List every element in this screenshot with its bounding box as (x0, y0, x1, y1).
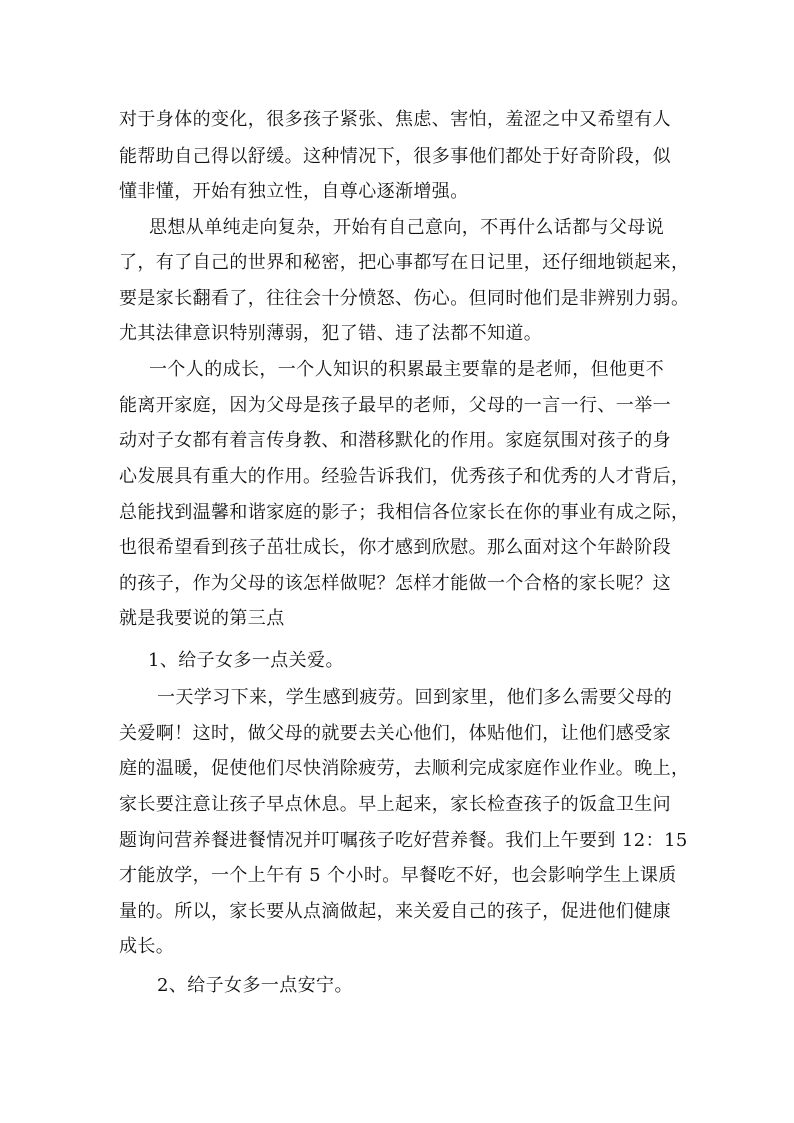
text-line: 了，有了自己的世界和秘密，把心事都写在日记里，还仔细地锁起来， (119, 252, 690, 273)
text-line: 一天学习下来，学生感到疲劳。回到家里，他们多么需要父母的 (157, 687, 673, 708)
text-line: 量的。所以，家长要从点滴做起，来关爱自己的孩子，促进他们健康 (119, 901, 671, 922)
text-line: 尤其法律意识特别薄弱，犯了错、违了法都不知道。 (119, 323, 543, 344)
text-line: 懂非懂，开始有独立性，自尊心逐渐增强。 (119, 181, 469, 202)
text-line: 心发展具有重大的作用。经验告诉我们，优秀孩子和优秀的人才背后， (119, 466, 690, 487)
section-heading: 2、给子女多一点安宁。 (157, 975, 353, 996)
text-line: 庭的温暖，促使他们尽快消除疲劳，去顺利完成家庭作业作业。晚上， (119, 758, 690, 779)
text-line: 动对子女都有着言传身教、和潜移默化的作用。家庭氛围对孩子的身 (119, 430, 671, 451)
text-line: 一个人的成长，一个人知识的积累最主要靠的是老师，但他更不 (149, 359, 665, 380)
text-line: 能帮助自己得以舒缓。这种情况下，很多事他们都处于好奇阶段，似 (119, 146, 671, 167)
text-line: 也很希望看到孩子茁壮成长，你才感到欣慰。那么面对这个年龄阶段 (119, 537, 671, 558)
text-line: 的孩子，作为父母的该怎样做呢？怎样才能做一个合格的家长呢？这 (119, 573, 671, 594)
text-line: 家长要注意让孩子早点休息。早上起来，家长检查孩子的饭盒卫生问 (119, 794, 671, 815)
text-line: 思想从单纯走向复杂，开始有自己意向，不再什么话都与父母说 (149, 217, 665, 238)
section-heading: 1、给子女多一点关爱。 (148, 650, 344, 671)
text-line: 成长。 (119, 936, 175, 957)
text-line: 能离开家庭，因为父母是孩子最早的老师，父母的一言一行、一举一 (119, 395, 671, 416)
text-line: 就是我要说的第三点 (119, 608, 285, 629)
text-line: 总能找到温馨和谐家庭的影子；我相信各位家长在你的事业有成之际， (119, 502, 690, 523)
text-line: 题询问营养餐进餐情况并叮嘱孩子吃好营养餐。我们上午要到 12：15 (119, 830, 688, 851)
text-line: 关爱啊！这时，做父母的就要去关心他们，体贴他们，让他们感受家 (119, 723, 671, 744)
text-line: 要是家长翻看了，往往会十分愤怒、伤心。但同时他们是非辨别力弱。 (119, 288, 690, 309)
text-line: 才能放学，一个上午有 5 个小时。早餐吃不好，也会影响学生上课质 (119, 865, 677, 886)
text-line: 对于身体的变化，很多孩子紧张、焦虑、害怕，羞涩之中又希望有人 (119, 109, 671, 130)
